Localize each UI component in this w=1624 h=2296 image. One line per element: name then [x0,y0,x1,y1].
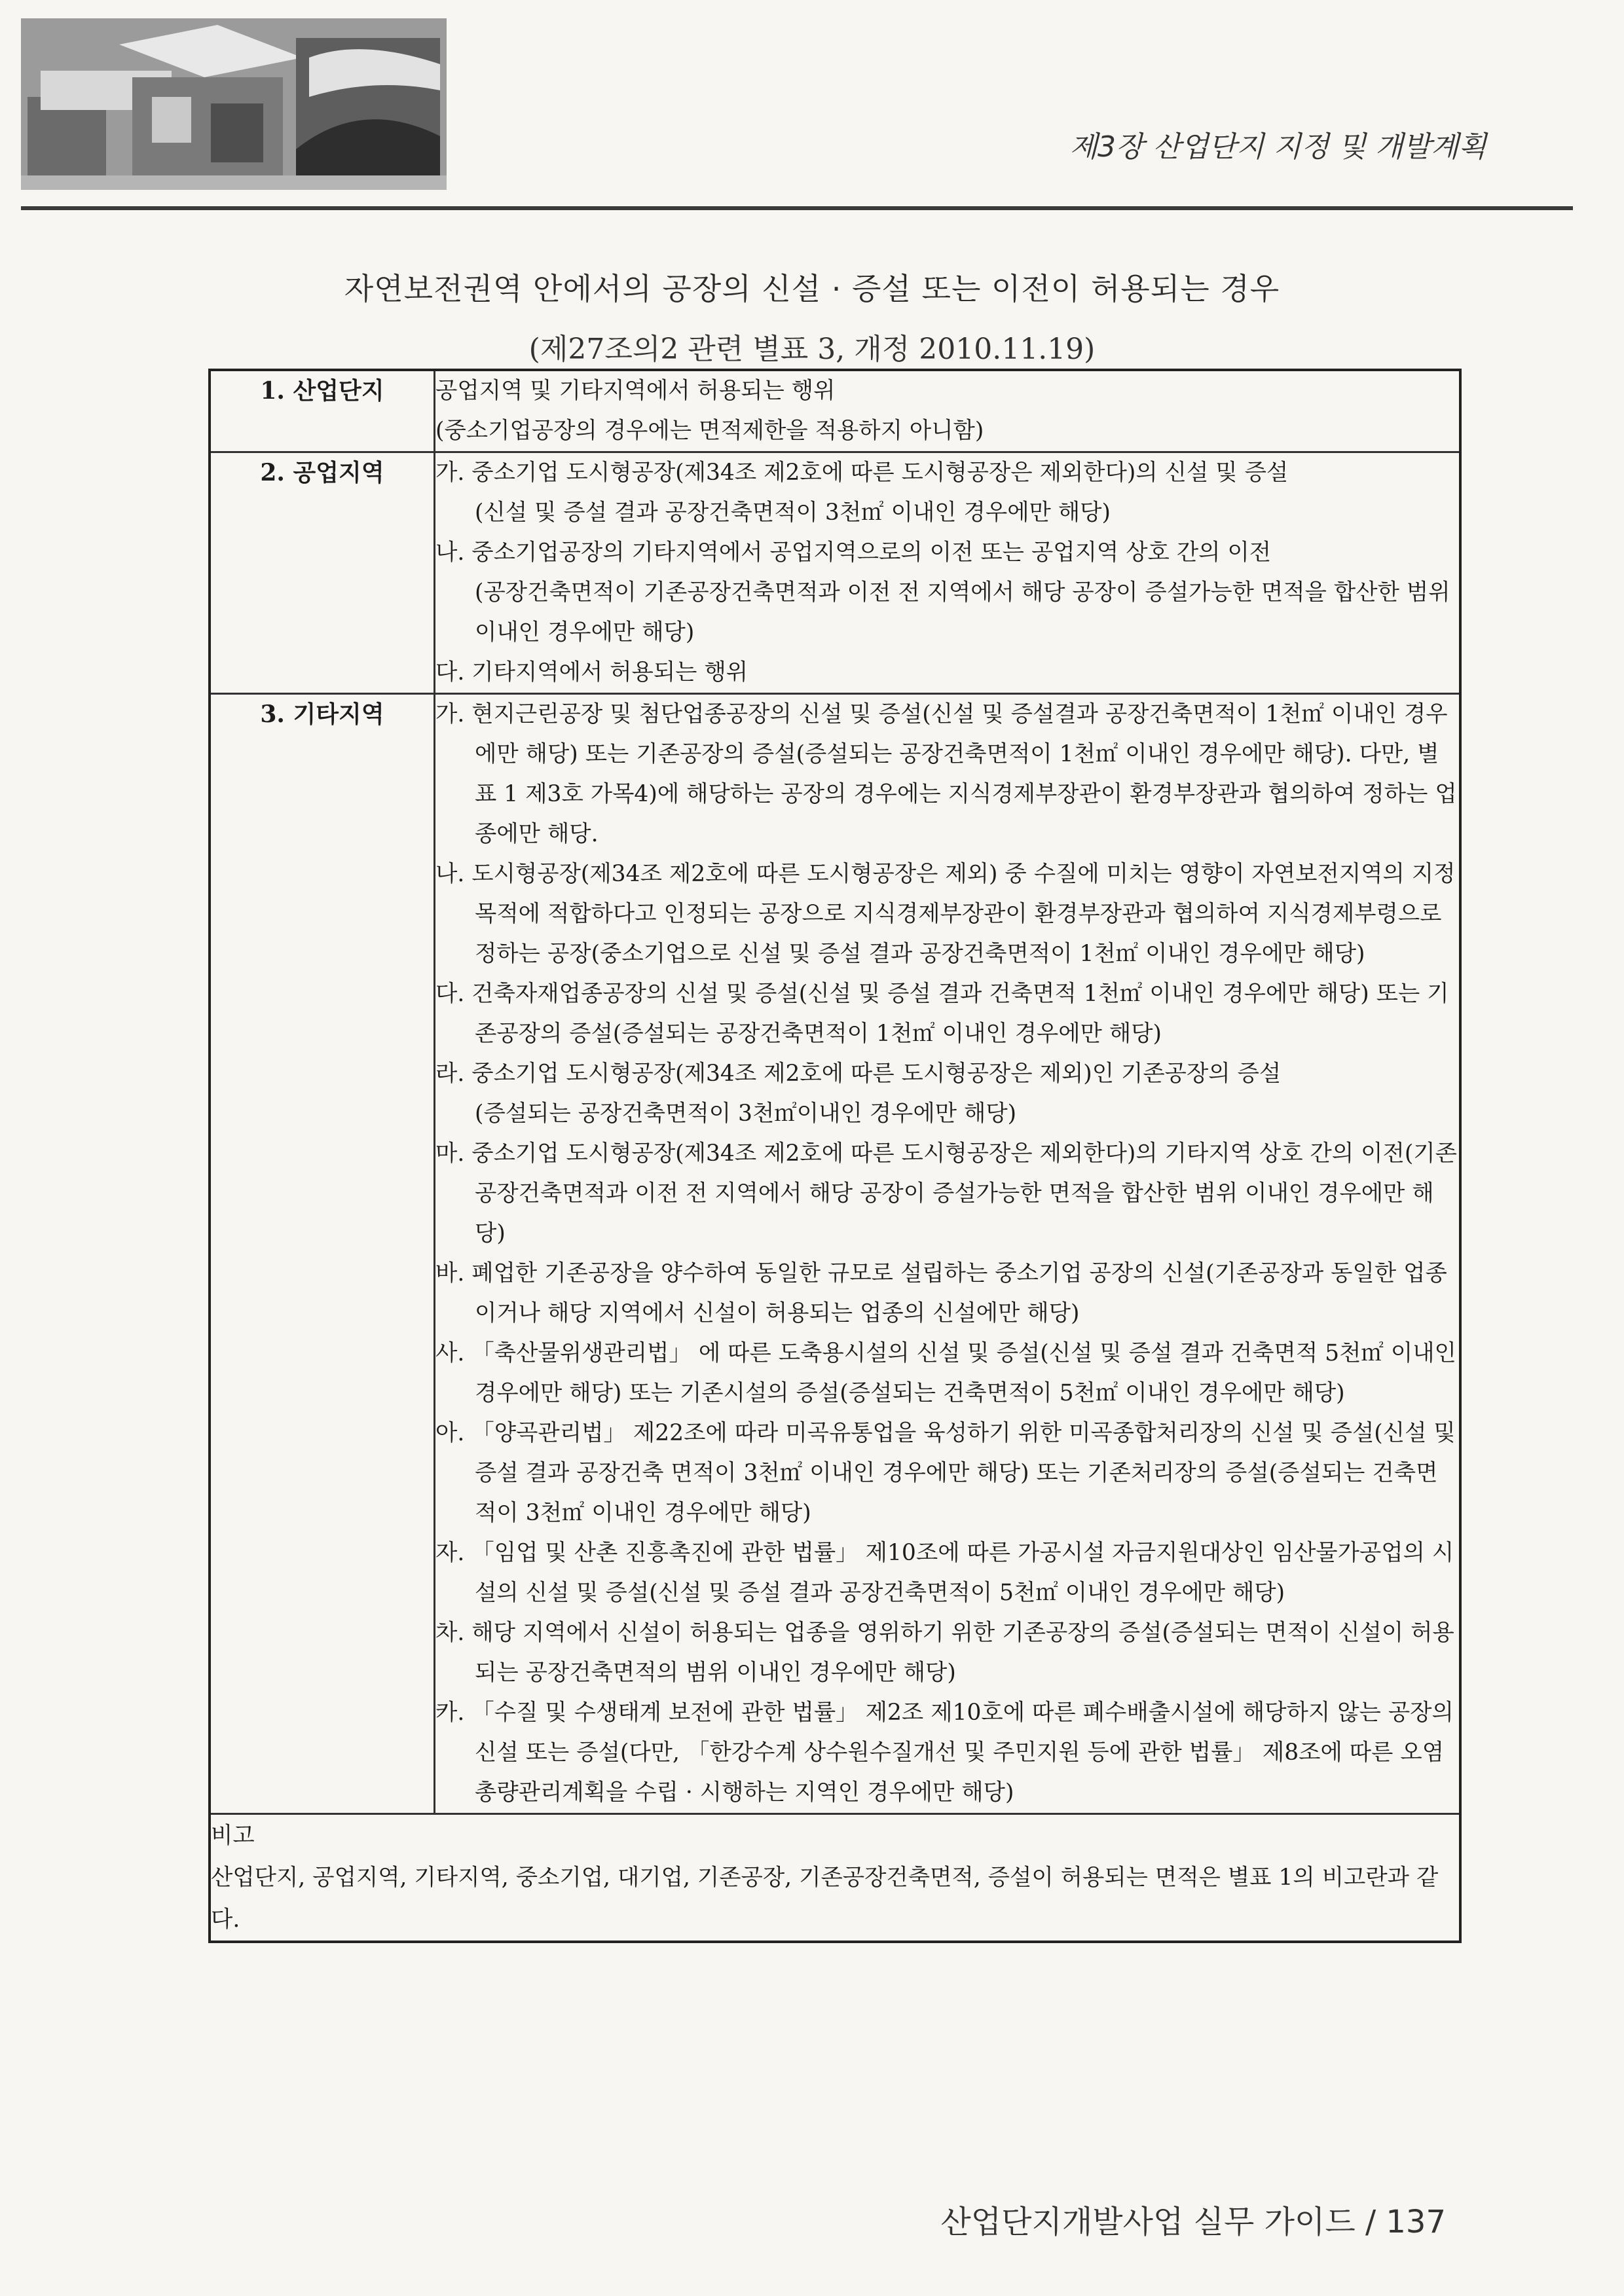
chapter-title: 제3장 산업단지 지정 및 개발계획 [1069,130,1486,164]
list-item: 가. 현지근린공장 및 첨단업종공장의 신설 및 증설(신설 및 증설결과 공장건축면적이 1천㎡ 이내인 경우에만 해당) 또는 기존공장의 증설(증설되는 공장건축면적이 1천㎡ 이내인 경우에만 해당). 다만, 별표 1 제3호 가목4)에 해당하는 공장의 경우에는 지식경제부장관이 환경부장관과 협의하여 정하는 업종에만 해당. [435,701,1457,847]
list-item-note: (공장건축면적이 기존공장건축면적과 이전 전 지역에서 해당 공장이 증설가능한 면적을 합산한 범위 이내인 경우에만 해당) [475,579,1450,646]
row-label: 1. 산업단지 [210,370,435,452]
notes-heading: 비고 [211,1823,255,1849]
list-item-note: (신설 및 증설 결과 공장건축면적이 3천㎡ 이내인 경우에만 해당) [475,500,1111,526]
list-item: 사. 「축산물위생관리법」 에 따른 도축용시설의 신설 및 증설(신설 및 증설 결과 건축면적 5천㎡ 이내인 경우에만 해당) 또는 기존시설의 증설(증설되는 건축면적이 5천㎡ 이내인 경우에만 해당) [435,1340,1456,1406]
list-item-note: (증설되는 공장건축면적이 3천㎡이내인 경우에만 해당) [475,1101,1017,1127]
permit-table [208,369,1462,1943]
table-row [210,370,1460,452]
row-content [435,370,1461,452]
list-item: 다. 건축자재업종공장의 신설 및 증설(신설 및 증설 결과 건축면적 1천㎡ 이내인 경우에만 해당) 또는 기존공장의 증설(증설되는 공장건축면적이 1천㎡ 이내인 경우에만 해당) [435,981,1449,1047]
table-row [210,694,1460,1814]
row-line: (중소기업공장의 경우에는 면적제한을 적용하지 아니함) [435,418,984,444]
list-item: 마. 중소기업 도시형공장(제34조 제2호에 따른 도시형공장은 제외한다)의 기타지역 상호 간의 이전(기존공장건축면적과 이전 전 지역에서 해당 공장이 증설가능한 면적을 합산한 범위 이내인 경우에만 해당) [435,1140,1457,1247]
list-item: 나. 도시형공장(제34조 제2호에 따른 도시형공장은 제외) 중 수질에 미치는 영향이 자연보전지역의 지정목적에 적합하다고 인정되는 공장으로 지식경제부장관이 환경부장관과 협의하여 지식경제부령으로 정하는 공장(중소기업으로 신설 및 증설 결과 공장건축면적이 1천㎡ 이내인 경우에만 해당) [435,861,1456,967]
list-item: 다. 기타지역에서 허용되는 행위 [435,659,748,685]
row-label: 2. 공업지역 [210,452,435,694]
header-rule [21,206,1573,210]
list-item: 차. 해당 지역에서 신설이 허용되는 업종을 영위하기 위한 기존공장의 증설(증설되는 면적이 신설이 허용되는 공장건축면적의 범위 이내인 경우에만 해당) [435,1620,1454,1686]
list-item: 가. 중소기업 도시형공장(제34조 제2호에 따른 도시형공장은 제외한다)의 신설 및 증설 [435,460,1289,486]
notes-cell [210,1814,1460,1942]
notes-row [210,1814,1460,1942]
list-item: 나. 중소기업공장의 기타지역에서 공업지역으로의 이전 또는 공업지역 상호 간의 이전 [435,539,1272,566]
table-row [210,452,1460,694]
row-content [435,452,1461,694]
list-item: 카. 「수질 및 수생태계 보전에 관한 법률」 제2조 제10호에 따른 폐수배출시설에 해당하지 않는 공장의 신설 또는 증설(다만, 「한강수계 상수원수질개선 및 주민지원 등에 관한 법률」 제8조에 따른 오염총량관리계획을 수립 · 시행하는 지역인 경우에만 해당) [435,1700,1454,1806]
list-item: 아. 「양곡관리법」 제22조에 따라 미곡유통업을 육성하기 위한 미곡종합처리장의 신설 및 증설(신설 및 증설 결과 공장건축 면적이 3천㎡ 이내인 경우에만 해당) 또는 기존처리장의 증설(증설되는 건축면적이 3천㎡ 이내인 경우에만 해당) [435,1420,1456,1526]
page-footer: 산업단지개발사업 실무 가이드 / 137 [940,2204,1446,2240]
notes-text: 산업단지, 공업지역, 기타지역, 중소기업, 대기업, 기존공장, 기존공장건축면적, 증설이 허용되는 면적은 별표 1의 비고란과 같다. [211,1865,1439,1933]
row-line: 공업지역 및 기타지역에서 허용되는 행위 [435,378,836,404]
list-item: 라. 중소기업 도시형공장(제34조 제2호에 따른 도시형공장은 제외)인 기존공장의 증설 [435,1061,1282,1087]
document-subtitle: (제27조의2 관련 별표 3, 개정 2010.11.19) [528,333,1096,366]
row-content [435,694,1461,1814]
header-photo [21,18,447,190]
row-label: 3. 기타지역 [210,694,435,1814]
document-title: 자연보전권역 안에서의 공장의 신설 · 증설 또는 이전이 허용되는 경우 [344,271,1280,306]
list-item: 바. 폐업한 기존공장을 양수하여 동일한 규모로 설립하는 중소기업 공장의 신설(기존공장과 동일한 업종이거나 해당 지역에서 신설이 허용되는 업종의 신설에만 해당) [435,1260,1447,1326]
list-item: 자. 「임업 및 산촌 진흥촉진에 관한 법률」 제10조에 따른 가공시설 자금지원대상인 임산물가공업의 시설의 신설 및 증설(신설 및 증설 결과 공장건축면적이 5천㎡ 이내인 경우에만 해당) [435,1540,1454,1606]
